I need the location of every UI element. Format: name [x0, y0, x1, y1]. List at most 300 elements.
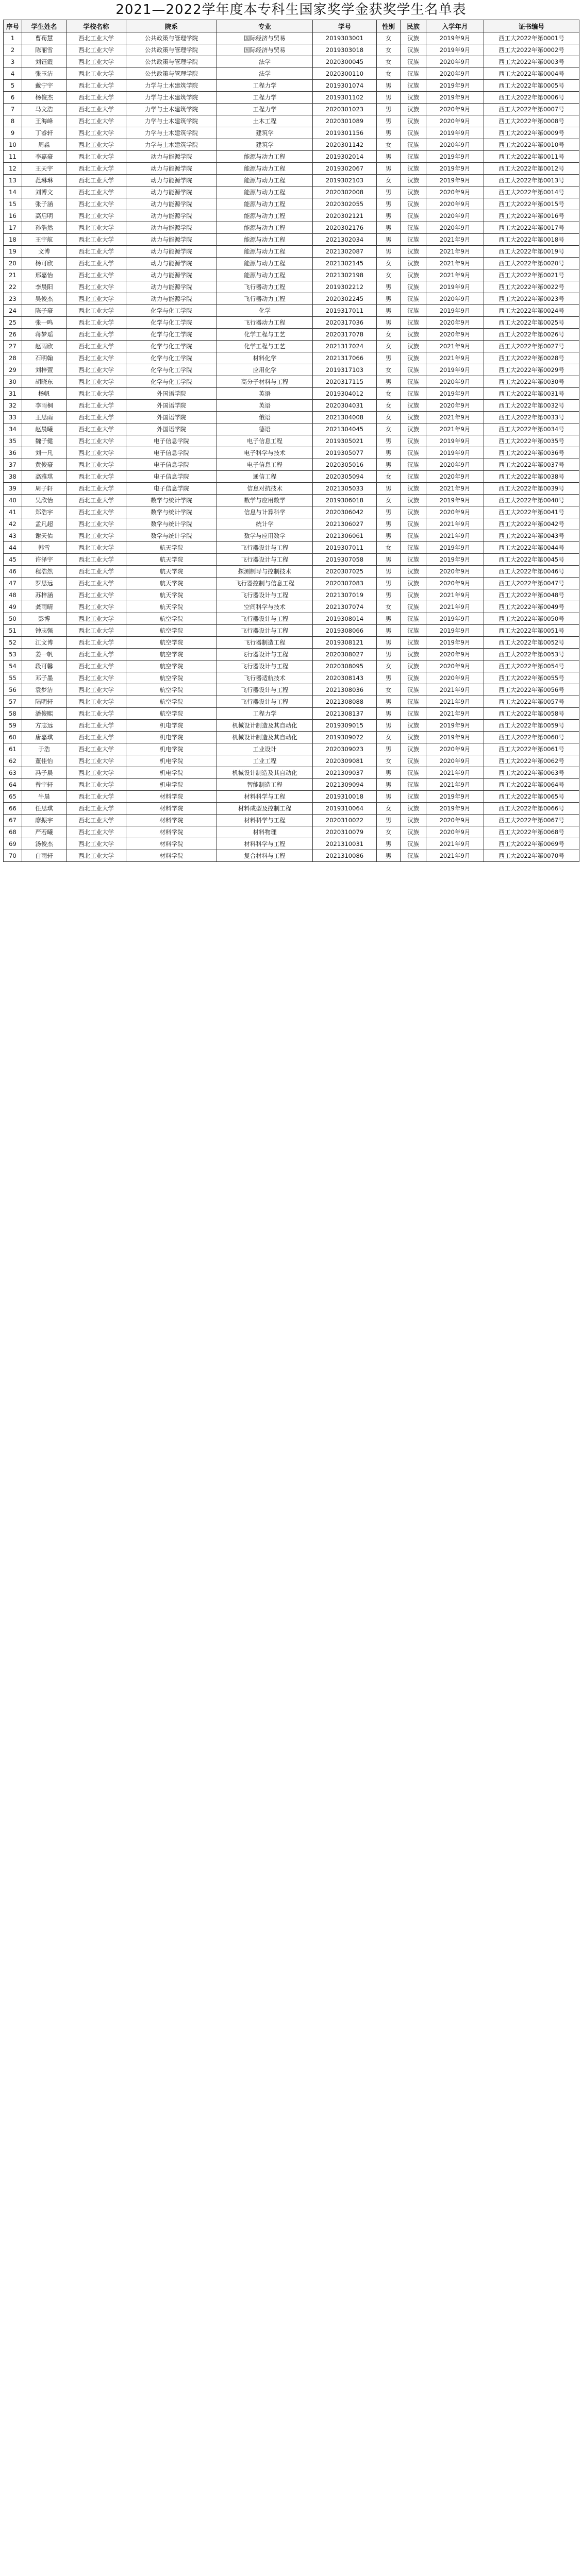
- cell-student-name: 彭博: [22, 613, 66, 625]
- cell-major: 工程力学: [217, 92, 313, 104]
- cell-student-id: 2020310079: [313, 826, 377, 838]
- cell-student-name: 邓子墨: [22, 672, 66, 684]
- cell-ethnicity: 汉族: [401, 708, 426, 720]
- cell-department: 材料学院: [126, 838, 217, 850]
- cell-student-id: 2020302245: [313, 293, 377, 305]
- cell-department: 电子信息学院: [126, 459, 217, 471]
- cell-department: 外国语学院: [126, 388, 217, 400]
- cell-department: 化学与化工学院: [126, 352, 217, 364]
- cell-gender: 男: [377, 672, 401, 684]
- cell-ethnicity: 汉族: [401, 566, 426, 578]
- cell-enrollment-date: 2019年9月: [426, 720, 484, 732]
- cell-department: 动力与能源学院: [126, 187, 217, 198]
- cell-enrollment-date: 2020年9月: [426, 68, 484, 80]
- cell-row-index: 45: [4, 554, 22, 566]
- cell-gender: 男: [377, 163, 401, 175]
- cell-school-name: 西北工业大学: [66, 566, 126, 578]
- cell-gender: 男: [377, 281, 401, 293]
- cell-gender: 男: [377, 637, 401, 649]
- cell-ethnicity: 汉族: [401, 151, 426, 163]
- cell-enrollment-date: 2021年9月: [426, 483, 484, 495]
- cell-ethnicity: 汉族: [401, 127, 426, 139]
- cell-gender: 女: [377, 258, 401, 269]
- cell-school-name: 西北工业大学: [66, 613, 126, 625]
- cell-ethnicity: 汉族: [401, 435, 426, 447]
- cell-student-id: 2021307074: [313, 601, 377, 613]
- cell-gender: 男: [377, 246, 401, 258]
- cell-student-name: 邢嘉怡: [22, 269, 66, 281]
- cell-row-index: 69: [4, 838, 22, 850]
- cell-row-index: 25: [4, 317, 22, 329]
- cell-major: 飞行器设计与工程: [217, 542, 313, 554]
- table-row: [4, 115, 579, 127]
- cell-school-name: 西北工业大学: [66, 542, 126, 554]
- table-row: [4, 578, 579, 589]
- cell-ethnicity: 汉族: [401, 506, 426, 518]
- table-row: [4, 838, 579, 850]
- cell-student-id: 2021302034: [313, 234, 377, 246]
- cell-student-name: 郑浩宇: [22, 506, 66, 518]
- cell-department: 力学与土木建筑学院: [126, 92, 217, 104]
- cell-student-id: 2020301023: [313, 104, 377, 115]
- cell-school-name: 西北工业大学: [66, 850, 126, 862]
- cell-student-name: 王思雨: [22, 412, 66, 423]
- cell-ethnicity: 汉族: [401, 684, 426, 696]
- cell-certificate-number: 西工大2022年第0070号: [484, 850, 579, 862]
- cell-certificate-number: 西工大2022年第0037号: [484, 459, 579, 471]
- cell-student-id: 2019304012: [313, 388, 377, 400]
- cell-ethnicity: 汉族: [401, 412, 426, 423]
- cell-school-name: 西北工业大学: [66, 791, 126, 803]
- cell-student-name: 潘俊熙: [22, 708, 66, 720]
- cell-department: 航天学院: [126, 566, 217, 578]
- cell-major: 化学工程与工艺: [217, 329, 313, 341]
- cell-ethnicity: 汉族: [401, 139, 426, 151]
- cell-gender: 男: [377, 198, 401, 210]
- cell-major: 能源与动力工程: [217, 234, 313, 246]
- cell-enrollment-date: 2020年9月: [426, 139, 484, 151]
- cell-gender: 男: [377, 779, 401, 791]
- cell-student-name: 张一鸣: [22, 317, 66, 329]
- cell-major: 能源与动力工程: [217, 210, 313, 222]
- cell-enrollment-date: 2019年9月: [426, 44, 484, 56]
- cell-student-id: 2020308143: [313, 672, 377, 684]
- cell-student-id: 2020317036: [313, 317, 377, 329]
- cell-ethnicity: 汉族: [401, 293, 426, 305]
- column-header-student-id: 学号: [313, 20, 377, 32]
- cell-department: 力学与土木建筑学院: [126, 127, 217, 139]
- cell-student-name: 钟志强: [22, 625, 66, 637]
- cell-department: 航天学院: [126, 578, 217, 589]
- cell-major: 工业工程: [217, 755, 313, 767]
- cell-certificate-number: 西工大2022年第0002号: [484, 44, 579, 56]
- cell-gender: 男: [377, 305, 401, 317]
- cell-department: 动力与能源学院: [126, 163, 217, 175]
- award-list-page: [3, 0, 579, 862]
- cell-school-name: 西北工业大学: [66, 423, 126, 435]
- cell-certificate-number: 西工大2022年第0068号: [484, 826, 579, 838]
- table-row: [4, 423, 579, 435]
- cell-school-name: 西北工业大学: [66, 317, 126, 329]
- cell-student-id: 2019310018: [313, 791, 377, 803]
- cell-student-id: 2019305077: [313, 447, 377, 459]
- cell-major: 英语: [217, 388, 313, 400]
- cell-ethnicity: 汉族: [401, 589, 426, 601]
- cell-school-name: 西北工业大学: [66, 518, 126, 530]
- cell-certificate-number: 西工大2022年第0040号: [484, 495, 579, 506]
- cell-student-name: 李嘉豪: [22, 151, 66, 163]
- cell-enrollment-date: 2020年9月: [426, 649, 484, 660]
- cell-gender: 男: [377, 767, 401, 779]
- table-row: [4, 68, 579, 80]
- cell-school-name: 西北工业大学: [66, 341, 126, 352]
- cell-major: 复合材料与工程: [217, 850, 313, 862]
- cell-gender: 女: [377, 471, 401, 483]
- cell-certificate-number: 西工大2022年第0006号: [484, 92, 579, 104]
- cell-row-index: 54: [4, 660, 22, 672]
- cell-row-index: 6: [4, 92, 22, 104]
- cell-row-index: 11: [4, 151, 22, 163]
- cell-student-name: 石明翰: [22, 352, 66, 364]
- cell-student-id: 2020305016: [313, 459, 377, 471]
- cell-ethnicity: 汉族: [401, 720, 426, 732]
- cell-enrollment-date: 2020年9月: [426, 198, 484, 210]
- cell-ethnicity: 汉族: [401, 364, 426, 376]
- cell-row-index: 46: [4, 566, 22, 578]
- cell-department: 力学与土木建筑学院: [126, 80, 217, 92]
- cell-certificate-number: 西工大2022年第0062号: [484, 755, 579, 767]
- cell-student-name: 吴欣怡: [22, 495, 66, 506]
- cell-enrollment-date: 2020年9月: [426, 743, 484, 755]
- cell-row-index: 7: [4, 104, 22, 115]
- cell-department: 化学与化工学院: [126, 364, 217, 376]
- cell-student-name: 牛晨: [22, 791, 66, 803]
- cell-department: 材料学院: [126, 850, 217, 862]
- table-row: [4, 566, 579, 578]
- cell-department: 公共政策与管理学院: [126, 32, 217, 44]
- cell-major: 飞行器控制与信息工程: [217, 578, 313, 589]
- cell-gender: 男: [377, 625, 401, 637]
- cell-student-name: 文博: [22, 246, 66, 258]
- cell-row-index: 37: [4, 459, 22, 471]
- cell-major: 飞行器设计与工程: [217, 613, 313, 625]
- cell-department: 机电学院: [126, 720, 217, 732]
- cell-department: 机电学院: [126, 767, 217, 779]
- column-header-ethnicity: 民族: [401, 20, 426, 32]
- cell-enrollment-date: 2020年9月: [426, 459, 484, 471]
- cell-gender: 男: [377, 80, 401, 92]
- cell-ethnicity: 汉族: [401, 613, 426, 625]
- cell-gender: 男: [377, 696, 401, 708]
- cell-major: 机械设计制造及其自动化: [217, 767, 313, 779]
- cell-student-id: 2021304008: [313, 412, 377, 423]
- cell-row-index: 22: [4, 281, 22, 293]
- cell-student-name: 戴宁宇: [22, 80, 66, 92]
- cell-school-name: 西北工业大学: [66, 364, 126, 376]
- cell-student-id: 2021306061: [313, 530, 377, 542]
- cell-ethnicity: 汉族: [401, 246, 426, 258]
- cell-certificate-number: 西工大2022年第0013号: [484, 175, 579, 187]
- cell-gender: 男: [377, 435, 401, 447]
- cell-major: 飞行器设计与工程: [217, 625, 313, 637]
- cell-student-name: 严若曦: [22, 826, 66, 838]
- cell-school-name: 西北工业大学: [66, 388, 126, 400]
- cell-certificate-number: 西工大2022年第0024号: [484, 305, 579, 317]
- cell-enrollment-date: 2021年9月: [426, 684, 484, 696]
- cell-ethnicity: 汉族: [401, 601, 426, 613]
- cell-row-index: 30: [4, 376, 22, 388]
- cell-major: 机械设计制造及其自动化: [217, 732, 313, 743]
- cell-gender: 女: [377, 755, 401, 767]
- cell-row-index: 51: [4, 625, 22, 637]
- cell-enrollment-date: 2019年9月: [426, 175, 484, 187]
- cell-major: 飞行器适航技术: [217, 672, 313, 684]
- cell-gender: 男: [377, 151, 401, 163]
- cell-department: 动力与能源学院: [126, 198, 217, 210]
- cell-ethnicity: 汉族: [401, 423, 426, 435]
- cell-school-name: 西北工业大学: [66, 660, 126, 672]
- cell-enrollment-date: 2019年9月: [426, 305, 484, 317]
- cell-gender: 男: [377, 376, 401, 388]
- cell-school-name: 西北工业大学: [66, 637, 126, 649]
- table-row: [4, 187, 579, 198]
- cell-student-id: 2021302087: [313, 246, 377, 258]
- cell-row-index: 36: [4, 447, 22, 459]
- cell-certificate-number: 西工大2022年第0022号: [484, 281, 579, 293]
- cell-student-name: 范琳琳: [22, 175, 66, 187]
- cell-certificate-number: 西工大2022年第0042号: [484, 518, 579, 530]
- cell-certificate-number: 西工大2022年第0011号: [484, 151, 579, 163]
- cell-enrollment-date: 2019年9月: [426, 554, 484, 566]
- cell-certificate-number: 西工大2022年第0057号: [484, 696, 579, 708]
- cell-ethnicity: 汉族: [401, 56, 426, 68]
- cell-row-index: 34: [4, 423, 22, 435]
- cell-row-index: 16: [4, 210, 22, 222]
- cell-gender: 男: [377, 791, 401, 803]
- cell-student-id: 2019317011: [313, 305, 377, 317]
- cell-certificate-number: 西工大2022年第0061号: [484, 743, 579, 755]
- table-row: [4, 139, 579, 151]
- cell-row-index: 15: [4, 198, 22, 210]
- cell-gender: 男: [377, 743, 401, 755]
- cell-student-id: 2020301089: [313, 115, 377, 127]
- cell-enrollment-date: 2019年9月: [426, 388, 484, 400]
- cell-department: 数学与统计学院: [126, 530, 217, 542]
- cell-school-name: 西北工业大学: [66, 175, 126, 187]
- cell-ethnicity: 汉族: [401, 175, 426, 187]
- cell-certificate-number: 西工大2022年第0010号: [484, 139, 579, 151]
- cell-row-index: 24: [4, 305, 22, 317]
- table-row: [4, 258, 579, 269]
- cell-school-name: 西北工业大学: [66, 400, 126, 412]
- cell-enrollment-date: 2020年9月: [426, 815, 484, 826]
- cell-row-index: 26: [4, 329, 22, 341]
- cell-school-name: 西北工业大学: [66, 151, 126, 163]
- cell-student-id: 2019302103: [313, 175, 377, 187]
- cell-ethnicity: 汉族: [401, 163, 426, 175]
- cell-ethnicity: 汉族: [401, 554, 426, 566]
- cell-student-id: 2019305021: [313, 435, 377, 447]
- cell-enrollment-date: 2020年9月: [426, 672, 484, 684]
- cell-gender: 女: [377, 32, 401, 44]
- cell-major: 信息与计算科学: [217, 506, 313, 518]
- cell-enrollment-date: 2019年9月: [426, 151, 484, 163]
- cell-student-name: 谢天佑: [22, 530, 66, 542]
- cell-major: 飞行器设计与工程: [217, 554, 313, 566]
- cell-major: 机械设计制造及其自动化: [217, 720, 313, 732]
- cell-gender: 女: [377, 400, 401, 412]
- cell-row-index: 8: [4, 115, 22, 127]
- document-title: 2021—2022学年度本专科生国家奖学金获奖学生名单表: [115, 2, 467, 18]
- table-row: [4, 767, 579, 779]
- award-table: [3, 20, 579, 862]
- cell-department: 动力与能源学院: [126, 246, 217, 258]
- cell-department: 公共政策与管理学院: [126, 44, 217, 56]
- cell-student-name: 董佳怡: [22, 755, 66, 767]
- cell-student-name: 孙浩然: [22, 222, 66, 234]
- cell-school-name: 西北工业大学: [66, 139, 126, 151]
- cell-row-index: 21: [4, 269, 22, 281]
- cell-student-name: 姜一帆: [22, 649, 66, 660]
- cell-student-id: 2019310064: [313, 803, 377, 815]
- cell-school-name: 西北工业大学: [66, 649, 126, 660]
- cell-major: 能源与动力工程: [217, 269, 313, 281]
- cell-gender: 女: [377, 495, 401, 506]
- cell-student-name: 苏梓涵: [22, 589, 66, 601]
- cell-certificate-number: 西工大2022年第0044号: [484, 542, 579, 554]
- cell-certificate-number: 西工大2022年第0069号: [484, 838, 579, 850]
- cell-student-name: 汤俊杰: [22, 838, 66, 850]
- cell-school-name: 西北工业大学: [66, 269, 126, 281]
- cell-student-name: 刘一凡: [22, 447, 66, 459]
- cell-row-index: 1: [4, 32, 22, 44]
- cell-department: 电子信息学院: [126, 435, 217, 447]
- table-row: [4, 56, 579, 68]
- table-row: [4, 755, 579, 767]
- cell-enrollment-date: 2020年9月: [426, 104, 484, 115]
- cell-student-name: 曹荀慧: [22, 32, 66, 44]
- cell-ethnicity: 汉族: [401, 518, 426, 530]
- cell-ethnicity: 汉族: [401, 672, 426, 684]
- cell-student-name: 高启明: [22, 210, 66, 222]
- table-row: [4, 708, 579, 720]
- cell-row-index: 63: [4, 767, 22, 779]
- cell-certificate-number: 西工大2022年第0032号: [484, 400, 579, 412]
- cell-certificate-number: 西工大2022年第0019号: [484, 246, 579, 258]
- cell-student-name: 孟凡超: [22, 518, 66, 530]
- cell-enrollment-date: 2020年9月: [426, 471, 484, 483]
- cell-student-id: 2021310031: [313, 838, 377, 850]
- cell-ethnicity: 汉族: [401, 660, 426, 672]
- cell-row-index: 35: [4, 435, 22, 447]
- cell-major: 能源与动力工程: [217, 258, 313, 269]
- cell-gender: 男: [377, 708, 401, 720]
- cell-enrollment-date: 2020年9月: [426, 317, 484, 329]
- cell-department: 外国语学院: [126, 400, 217, 412]
- cell-student-name: 杨帆: [22, 388, 66, 400]
- cell-certificate-number: 西工大2022年第0041号: [484, 506, 579, 518]
- cell-student-id: 2021302198: [313, 269, 377, 281]
- cell-department: 数学与统计学院: [126, 518, 217, 530]
- cell-certificate-number: 西工大2022年第0056号: [484, 684, 579, 696]
- cell-enrollment-date: 2021年9月: [426, 518, 484, 530]
- cell-enrollment-date: 2020年9月: [426, 506, 484, 518]
- cell-school-name: 西北工业大学: [66, 68, 126, 80]
- table-row: [4, 471, 579, 483]
- cell-enrollment-date: 2019年9月: [426, 637, 484, 649]
- cell-school-name: 西北工业大学: [66, 767, 126, 779]
- cell-enrollment-date: 2019年9月: [426, 127, 484, 139]
- cell-student-name: 罗思远: [22, 578, 66, 589]
- cell-student-id: 2021308137: [313, 708, 377, 720]
- cell-school-name: 西北工业大学: [66, 471, 126, 483]
- cell-school-name: 西北工业大学: [66, 80, 126, 92]
- cell-ethnicity: 汉族: [401, 779, 426, 791]
- cell-student-name: 段可馨: [22, 660, 66, 672]
- cell-row-index: 32: [4, 400, 22, 412]
- cell-student-name: 张玉洁: [22, 68, 66, 80]
- table-row: [4, 554, 579, 566]
- cell-student-id: 2020317115: [313, 376, 377, 388]
- cell-ethnicity: 汉族: [401, 352, 426, 364]
- cell-major: 法学: [217, 56, 313, 68]
- cell-student-id: 2019303018: [313, 44, 377, 56]
- cell-gender: 女: [377, 68, 401, 80]
- cell-school-name: 西北工业大学: [66, 530, 126, 542]
- cell-school-name: 西北工业大学: [66, 601, 126, 613]
- cell-student-name: 刘梓萱: [22, 364, 66, 376]
- cell-student-id: 2019307011: [313, 542, 377, 554]
- cell-school-name: 西北工业大学: [66, 56, 126, 68]
- cell-row-index: 57: [4, 696, 22, 708]
- cell-enrollment-date: 2020年9月: [426, 755, 484, 767]
- cell-certificate-number: 西工大2022年第0048号: [484, 589, 579, 601]
- cell-gender: 男: [377, 127, 401, 139]
- cell-student-id: 2019301156: [313, 127, 377, 139]
- cell-row-index: 28: [4, 352, 22, 364]
- cell-major: 能源与动力工程: [217, 163, 313, 175]
- cell-school-name: 西北工业大学: [66, 234, 126, 246]
- cell-student-id: 2020302121: [313, 210, 377, 222]
- cell-row-index: 5: [4, 80, 22, 92]
- table-row: [4, 506, 579, 518]
- cell-gender: 男: [377, 850, 401, 862]
- table-row: [4, 32, 579, 44]
- cell-gender: 男: [377, 720, 401, 732]
- cell-enrollment-date: 2019年9月: [426, 803, 484, 815]
- cell-department: 数学与统计学院: [126, 495, 217, 506]
- cell-student-id: 2019307058: [313, 554, 377, 566]
- cell-student-id: 2019302212: [313, 281, 377, 293]
- table-row: [4, 613, 579, 625]
- table-row: [4, 104, 579, 115]
- cell-row-index: 29: [4, 364, 22, 376]
- table-row: [4, 222, 579, 234]
- cell-major: 建筑学: [217, 139, 313, 151]
- table-row: [4, 779, 579, 791]
- cell-gender: 女: [377, 364, 401, 376]
- cell-row-index: 68: [4, 826, 22, 838]
- cell-department: 航空学院: [126, 613, 217, 625]
- cell-school-name: 西北工业大学: [66, 589, 126, 601]
- cell-gender: 男: [377, 222, 401, 234]
- cell-student-id: 2020310022: [313, 815, 377, 826]
- cell-school-name: 西北工业大学: [66, 376, 126, 388]
- cell-ethnicity: 汉族: [401, 459, 426, 471]
- cell-certificate-number: 西工大2022年第0049号: [484, 601, 579, 613]
- cell-major: 应用化学: [217, 364, 313, 376]
- cell-student-name: 高雅琪: [22, 471, 66, 483]
